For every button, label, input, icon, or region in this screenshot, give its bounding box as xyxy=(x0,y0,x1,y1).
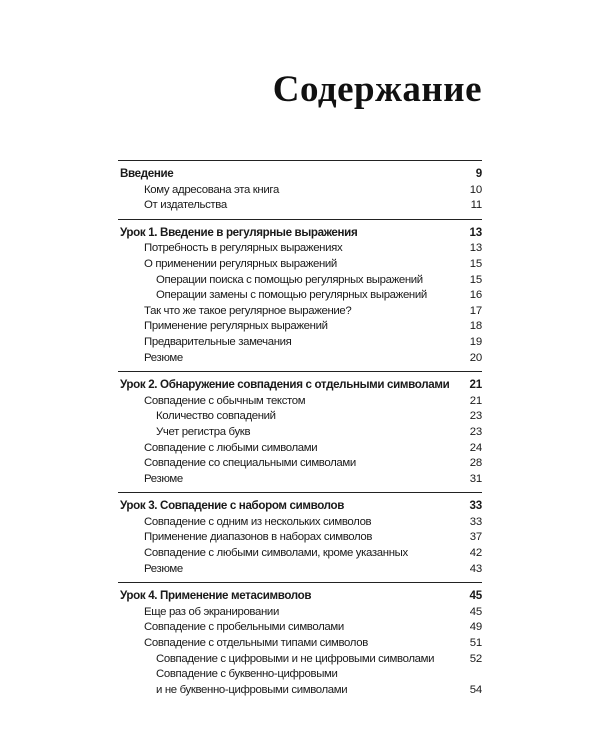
toc-entry-title: и не буквенно-цифровыми символами xyxy=(156,683,348,696)
toc-page-number: 37 xyxy=(469,531,482,544)
toc-entry-title: Совпадение с цифровыми и не цифровыми символами xyxy=(156,652,435,665)
toc-page-number: 13 xyxy=(469,242,482,255)
toc-entry-title: Совпадение с буквенно-цифровыми xyxy=(156,668,338,681)
toc-chapter-heading[interactable] xyxy=(118,588,482,604)
toc-page-number: 16 xyxy=(469,289,482,302)
toc-entry[interactable] xyxy=(118,288,482,304)
toc-page-number: 21 xyxy=(469,378,482,392)
toc-entry[interactable] xyxy=(118,304,482,320)
toc-page-number: 23 xyxy=(469,425,482,438)
toc-entry-title: О применении регулярных выражений xyxy=(144,257,337,270)
toc-entry-title: Совпадение с любыми символами xyxy=(144,441,318,454)
toc-entry[interactable] xyxy=(118,319,482,335)
toc-chapter-heading[interactable] xyxy=(118,498,482,514)
toc-page-number: 15 xyxy=(469,273,482,286)
toc-chapter-title: Урок 3. Совпадение с набором символов xyxy=(120,499,345,513)
toc-section xyxy=(118,582,482,703)
toc-page-number: 45 xyxy=(469,589,482,603)
toc-entry[interactable] xyxy=(118,273,482,289)
toc-chapter-heading[interactable] xyxy=(118,225,482,241)
toc-entry-title: Еще раз об экранировании xyxy=(144,605,279,618)
toc-page-number: 33 xyxy=(469,515,482,528)
toc-page-number: 24 xyxy=(469,441,482,454)
toc-entry[interactable] xyxy=(118,257,482,273)
toc-page-number: 20 xyxy=(469,351,482,364)
toc-page-number: 49 xyxy=(469,621,482,634)
toc-entry-title: Операции поиска с помощью регулярных выражений xyxy=(156,273,423,286)
toc-chapter-title: Введение xyxy=(120,167,174,180)
toc-entry-title: Потребность в регулярных выражениях xyxy=(144,242,343,255)
toc-page-number: 43 xyxy=(469,562,482,575)
toc-entry-title: Совпадение с одним из нескольких символов xyxy=(144,515,372,528)
toc-page-number: 15 xyxy=(469,257,482,270)
toc-entry[interactable] xyxy=(118,409,482,425)
toc-section xyxy=(118,492,482,582)
toc-entry-title: Совпадение со специальными символами xyxy=(144,457,356,470)
toc-page-number: 28 xyxy=(469,457,482,470)
toc-entry[interactable] xyxy=(118,183,482,199)
toc-entry[interactable] xyxy=(118,425,482,441)
toc-entry-title: Совпадение с отдельными типами символов xyxy=(144,637,368,650)
toc-entry[interactable] xyxy=(118,562,482,578)
toc-entry[interactable] xyxy=(118,441,482,457)
toc-page-number: 45 xyxy=(469,605,482,618)
toc-entry[interactable] xyxy=(118,605,482,621)
toc-section xyxy=(118,219,482,371)
toc-entry-title: Резюме xyxy=(144,351,183,364)
toc-chapter-title: Урок 1. Введение в регулярные выражения xyxy=(120,225,358,239)
toc-entry[interactable] xyxy=(118,472,482,488)
toc-entry-title: Учет регистра букв xyxy=(156,425,251,438)
toc-entry[interactable] xyxy=(118,515,482,531)
toc-entry[interactable] xyxy=(118,620,482,636)
toc-entry-title: Так что же такое регулярное выражение? xyxy=(144,304,352,317)
toc-entry-title: Совпадение с любыми символами, кроме указанных xyxy=(144,547,408,560)
toc-page-number: 9 xyxy=(475,167,482,180)
toc-chapter-heading[interactable] xyxy=(118,377,482,393)
toc-page-number: 13 xyxy=(469,225,482,239)
toc-chapter-title: Урок 4. Применение метасимволов xyxy=(120,589,312,603)
toc-chapter-title: Урок 2. Обнаружение совпадения с отдельными символами xyxy=(120,378,450,392)
toc-entry[interactable] xyxy=(118,241,482,257)
toc-entry-title: От издательства xyxy=(144,199,227,212)
toc-page-number: 21 xyxy=(469,394,482,407)
toc-entry[interactable] xyxy=(118,530,482,546)
toc-entry[interactable] xyxy=(118,456,482,472)
toc-page-number: 52 xyxy=(469,652,482,665)
toc-entry-title: Применение регулярных выражений xyxy=(144,320,328,333)
toc-entry-title: Совпадение с обычным текстом xyxy=(144,394,306,407)
toc-entry[interactable] xyxy=(118,351,482,367)
toc-entry[interactable] xyxy=(118,546,482,562)
toc-entry-title: Применение диапазонов в наборах символов xyxy=(144,531,373,544)
toc-page-number: 18 xyxy=(469,320,482,333)
toc-entry-title: Операции замены с помощью регулярных выражений xyxy=(156,289,427,302)
page-title: Содержание xyxy=(272,69,482,110)
toc-entry-title: Совпадение с пробельными символами xyxy=(144,621,344,634)
toc-entry-title: Кому адресована эта книга xyxy=(144,183,279,196)
toc-section xyxy=(118,160,482,219)
toc-page-number: 42 xyxy=(469,547,482,560)
toc-entry-title: Резюме xyxy=(144,472,183,485)
toc-page-number: 33 xyxy=(469,499,482,513)
toc-page-number: 17 xyxy=(469,304,482,317)
toc-page-number: 31 xyxy=(469,472,482,485)
toc-page-number: 19 xyxy=(469,335,482,348)
toc-entry-title: Количество совпадений xyxy=(156,410,276,423)
toc-entry[interactable] xyxy=(118,394,482,410)
toc-section xyxy=(118,371,482,492)
toc-entry-title: Предварительные замечания xyxy=(144,335,292,348)
toc-entry[interactable] xyxy=(118,335,482,351)
table-of-contents xyxy=(118,160,482,703)
toc-entry[interactable] xyxy=(118,667,482,683)
toc-entry[interactable] xyxy=(118,683,482,699)
toc-page-number: 11 xyxy=(470,199,482,212)
toc-entry-title: Резюме xyxy=(144,562,183,575)
toc-page-number: 23 xyxy=(469,410,482,423)
toc-page-number: 54 xyxy=(469,683,482,696)
toc-entry[interactable] xyxy=(118,198,482,214)
toc-page-number: 10 xyxy=(469,183,482,196)
toc-page-number: 51 xyxy=(469,637,482,650)
toc-chapter-heading[interactable] xyxy=(118,166,482,182)
toc-entry[interactable] xyxy=(118,636,482,652)
toc-entry[interactable] xyxy=(118,652,482,668)
